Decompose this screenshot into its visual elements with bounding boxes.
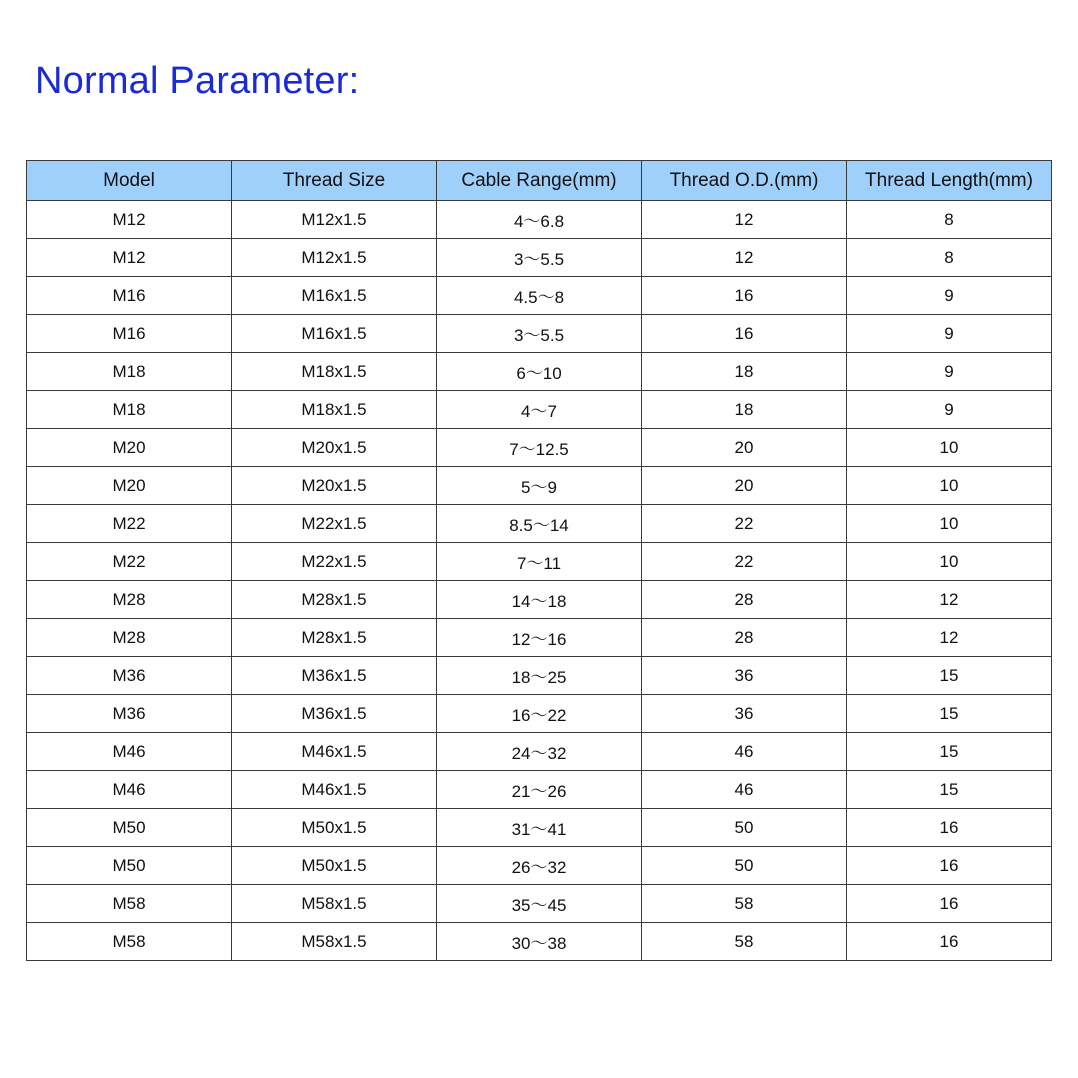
cell-model: M28 — [27, 581, 232, 619]
cell-model: M36 — [27, 657, 232, 695]
cell-cable-range: 3～5.5 — [437, 315, 642, 353]
cell-thread-od: 58 — [642, 885, 847, 923]
column-header-thread-size: Thread Size — [232, 161, 437, 201]
table-row — [27, 619, 1052, 657]
cell-thread-od: 50 — [642, 809, 847, 847]
table-row — [27, 657, 1052, 695]
cell-model: M12 — [27, 239, 232, 277]
cell-model: M20 — [27, 467, 232, 505]
cell-thread-length: 15 — [847, 657, 1052, 695]
cell-cable-range: 8.5～14 — [437, 505, 642, 543]
cell-thread-od: 22 — [642, 505, 847, 543]
cell-thread-size: M36x1.5 — [232, 695, 437, 733]
cell-thread-od: 46 — [642, 733, 847, 771]
table-row — [27, 809, 1052, 847]
cell-cable-range: 30～38 — [437, 923, 642, 961]
cell-model: M22 — [27, 505, 232, 543]
cell-thread-length: 9 — [847, 353, 1052, 391]
cell-thread-size: M20x1.5 — [232, 467, 437, 505]
cell-thread-size: M12x1.5 — [232, 201, 437, 239]
cell-thread-length: 15 — [847, 733, 1052, 771]
cell-thread-length: 12 — [847, 581, 1052, 619]
cell-thread-od: 16 — [642, 315, 847, 353]
column-header-cable-range: Cable Range(mm) — [437, 161, 642, 201]
cell-model: M12 — [27, 201, 232, 239]
table-row — [27, 353, 1052, 391]
cell-thread-length: 9 — [847, 391, 1052, 429]
cell-thread-length: 9 — [847, 277, 1052, 315]
cell-thread-size: M22x1.5 — [232, 505, 437, 543]
cell-cable-range: 12～16 — [437, 619, 642, 657]
cell-thread-size: M50x1.5 — [232, 847, 437, 885]
column-header-thread-od: Thread O.D.(mm) — [642, 161, 847, 201]
cell-cable-range: 18～25 — [437, 657, 642, 695]
header-row — [27, 161, 1052, 201]
cell-cable-range: 4～7 — [437, 391, 642, 429]
cell-model: M46 — [27, 771, 232, 809]
cell-model: M18 — [27, 353, 232, 391]
cell-cable-range: 14～18 — [437, 581, 642, 619]
cell-thread-od: 50 — [642, 847, 847, 885]
table-row — [27, 277, 1052, 315]
table-row — [27, 923, 1052, 961]
cell-thread-size: M36x1.5 — [232, 657, 437, 695]
cell-cable-range: 4～6.8 — [437, 201, 642, 239]
cell-model: M58 — [27, 923, 232, 961]
cell-thread-length: 12 — [847, 619, 1052, 657]
cell-thread-length: 10 — [847, 505, 1052, 543]
cell-thread-length: 16 — [847, 885, 1052, 923]
cell-thread-od: 16 — [642, 277, 847, 315]
cell-model: M22 — [27, 543, 232, 581]
cell-thread-size: M46x1.5 — [232, 733, 437, 771]
table-row — [27, 429, 1052, 467]
cell-model: M16 — [27, 277, 232, 315]
cell-thread-length: 8 — [847, 201, 1052, 239]
cell-model: M18 — [27, 391, 232, 429]
table-row — [27, 315, 1052, 353]
cell-cable-range: 16～22 — [437, 695, 642, 733]
cell-cable-range: 7～11 — [437, 543, 642, 581]
table-row — [27, 581, 1052, 619]
cell-thread-od: 58 — [642, 923, 847, 961]
cell-thread-size: M12x1.5 — [232, 239, 437, 277]
cell-thread-size: M28x1.5 — [232, 581, 437, 619]
cell-model: M16 — [27, 315, 232, 353]
cell-thread-length: 10 — [847, 429, 1052, 467]
cell-thread-od: 36 — [642, 695, 847, 733]
cell-thread-od: 18 — [642, 391, 847, 429]
cell-model: M36 — [27, 695, 232, 733]
cell-cable-range: 3～5.5 — [437, 239, 642, 277]
cell-thread-size: M16x1.5 — [232, 315, 437, 353]
cell-thread-length: 16 — [847, 809, 1052, 847]
table-header — [27, 161, 1052, 201]
cell-thread-length: 16 — [847, 923, 1052, 961]
cell-cable-range: 5～9 — [437, 467, 642, 505]
cell-cable-range: 35～45 — [437, 885, 642, 923]
cell-thread-size: M50x1.5 — [232, 809, 437, 847]
cell-thread-size: M16x1.5 — [232, 277, 437, 315]
cell-thread-length: 16 — [847, 847, 1052, 885]
table-row — [27, 847, 1052, 885]
cell-model: M50 — [27, 809, 232, 847]
cell-thread-size: M20x1.5 — [232, 429, 437, 467]
table-row — [27, 695, 1052, 733]
cell-thread-od: 12 — [642, 239, 847, 277]
table-row — [27, 239, 1052, 277]
cell-cable-range: 4.5～8 — [437, 277, 642, 315]
table-row — [27, 505, 1052, 543]
cell-cable-range: 31～41 — [437, 809, 642, 847]
table-row — [27, 467, 1052, 505]
cell-model: M46 — [27, 733, 232, 771]
cell-model: M50 — [27, 847, 232, 885]
cell-thread-od: 18 — [642, 353, 847, 391]
cell-thread-length: 8 — [847, 239, 1052, 277]
table-body — [27, 201, 1052, 961]
cell-thread-size: M46x1.5 — [232, 771, 437, 809]
cell-thread-size: M22x1.5 — [232, 543, 437, 581]
cell-thread-length: 10 — [847, 467, 1052, 505]
cell-thread-od: 20 — [642, 467, 847, 505]
cell-thread-length: 9 — [847, 315, 1052, 353]
cell-model: M58 — [27, 885, 232, 923]
parameter-table — [26, 160, 1052, 961]
cell-thread-od: 46 — [642, 771, 847, 809]
table-row — [27, 885, 1052, 923]
cell-thread-od: 28 — [642, 619, 847, 657]
cell-thread-od: 20 — [642, 429, 847, 467]
cell-thread-size: M18x1.5 — [232, 353, 437, 391]
cell-thread-od: 22 — [642, 543, 847, 581]
cell-thread-size: M28x1.5 — [232, 619, 437, 657]
cell-thread-length: 10 — [847, 543, 1052, 581]
cell-thread-length: 15 — [847, 771, 1052, 809]
table-row — [27, 201, 1052, 239]
cell-model: M20 — [27, 429, 232, 467]
cell-thread-od: 36 — [642, 657, 847, 695]
cell-cable-range: 26～32 — [437, 847, 642, 885]
cell-model: M28 — [27, 619, 232, 657]
cell-thread-size: M58x1.5 — [232, 885, 437, 923]
cell-thread-size: M58x1.5 — [232, 923, 437, 961]
table-row — [27, 543, 1052, 581]
column-header-model: Model — [27, 161, 232, 201]
table-row — [27, 771, 1052, 809]
page-title: Normal Parameter: — [35, 60, 360, 102]
cell-cable-range: 6～10 — [437, 353, 642, 391]
cell-cable-range: 24～32 — [437, 733, 642, 771]
cell-thread-length: 15 — [847, 695, 1052, 733]
cell-cable-range: 21～26 — [437, 771, 642, 809]
cell-cable-range: 7～12.5 — [437, 429, 642, 467]
cell-thread-size: M18x1.5 — [232, 391, 437, 429]
cell-thread-od: 28 — [642, 581, 847, 619]
table-row — [27, 733, 1052, 771]
cell-thread-od: 12 — [642, 201, 847, 239]
column-header-thread-length: Thread Length(mm) — [847, 161, 1052, 201]
table-row — [27, 391, 1052, 429]
